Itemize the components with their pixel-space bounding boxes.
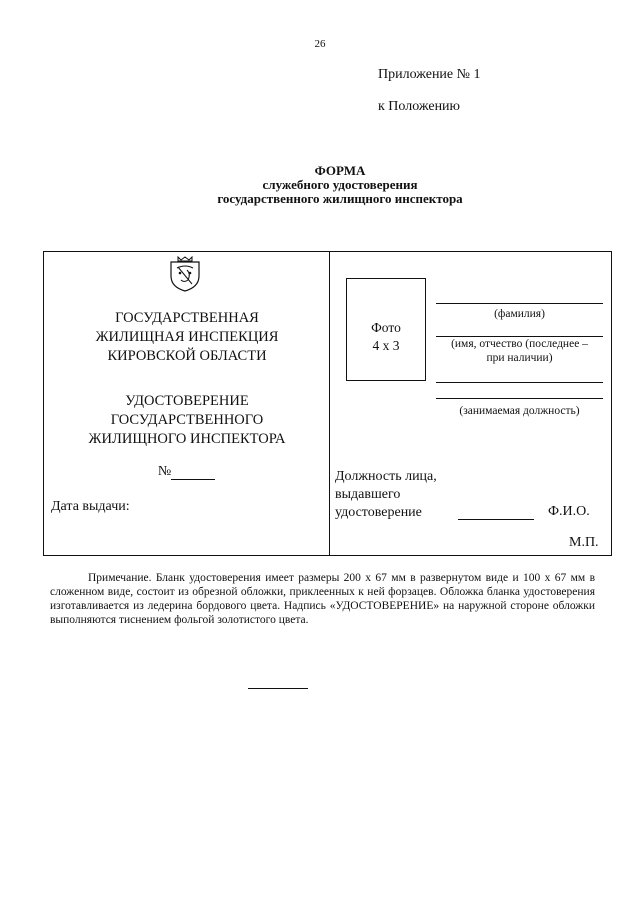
position-label: (занимаемая должность) [459,405,580,417]
form-divider [329,252,330,555]
coat-of-arms-icon [169,256,201,292]
form-title: ФОРМА [314,163,366,178]
issuer-line-1: Должность лица, [335,469,437,484]
org-line-3: КИРОВСКОЙ ОБЛАСТИ [107,348,267,364]
number-blank-line [171,465,215,480]
position-line [436,398,603,399]
certificate-title [62,392,312,449]
photo-placeholder [346,278,426,381]
cert-line-3: ЖИЛИЩНОГО ИНСПЕКТОРА [88,431,286,447]
org-line-2: ЖИЛИЩНАЯ ИНСПЕКЦИЯ [95,329,279,345]
appendix-number: Приложение № 1 [378,67,481,82]
appendix-reference: к Положению [378,99,461,114]
issuer-line-3: удостоверение [335,505,422,520]
certificate-number [44,464,329,480]
fio-label: Ф.И.О. [548,504,590,519]
note-paragraph: Примечание. Бланк удостоверения имеет размеры 200 х 67 мм в развернутом виде и 100 х 67 мм в сложенном виде, состоит из обрезной обложки, приклеенных к ней форзацев. Обложка бланка удостоверения изготавливается из ледерина бордового цвета. Надпись «УДОСТОВЕРЕНИЕ» на наружной стороне обложки выполняются тиснением фольгой золотистого цвета. [50,572,595,626]
form-subtitle-2: государственного жилищного инспектора [217,191,463,206]
certificate-form [43,251,612,556]
issue-date-label: Дата выдачи: [51,499,130,514]
issuer-position [335,468,437,522]
cert-line-1: УДОСТОВЕРЕНИЕ [125,393,249,409]
end-separator [248,688,308,689]
issuer-line-2: выдавшего [335,487,401,502]
name-label [436,337,603,365]
number-label: № [157,464,172,479]
name-label-line-1: (имя, отчество (последнее – [451,338,588,350]
photo-size: 4 х 3 [372,338,400,353]
name-label-line-2: при наличии) [486,352,553,364]
organization-name [62,309,312,366]
cert-line-2: ГОСУДАРСТВЕННОГО [110,412,264,428]
extra-line [436,382,603,383]
signature-line [458,519,534,520]
page-number: 26 [314,38,326,50]
surname-line [436,303,603,304]
form-subtitle-1: служебного удостоверения [262,177,418,192]
stamp-label: М.П. [569,535,599,550]
org-line-1: ГОСУДАРСТВЕННАЯ [115,310,259,326]
photo-label: Фото [371,320,401,335]
surname-label: (фамилия) [494,308,545,320]
